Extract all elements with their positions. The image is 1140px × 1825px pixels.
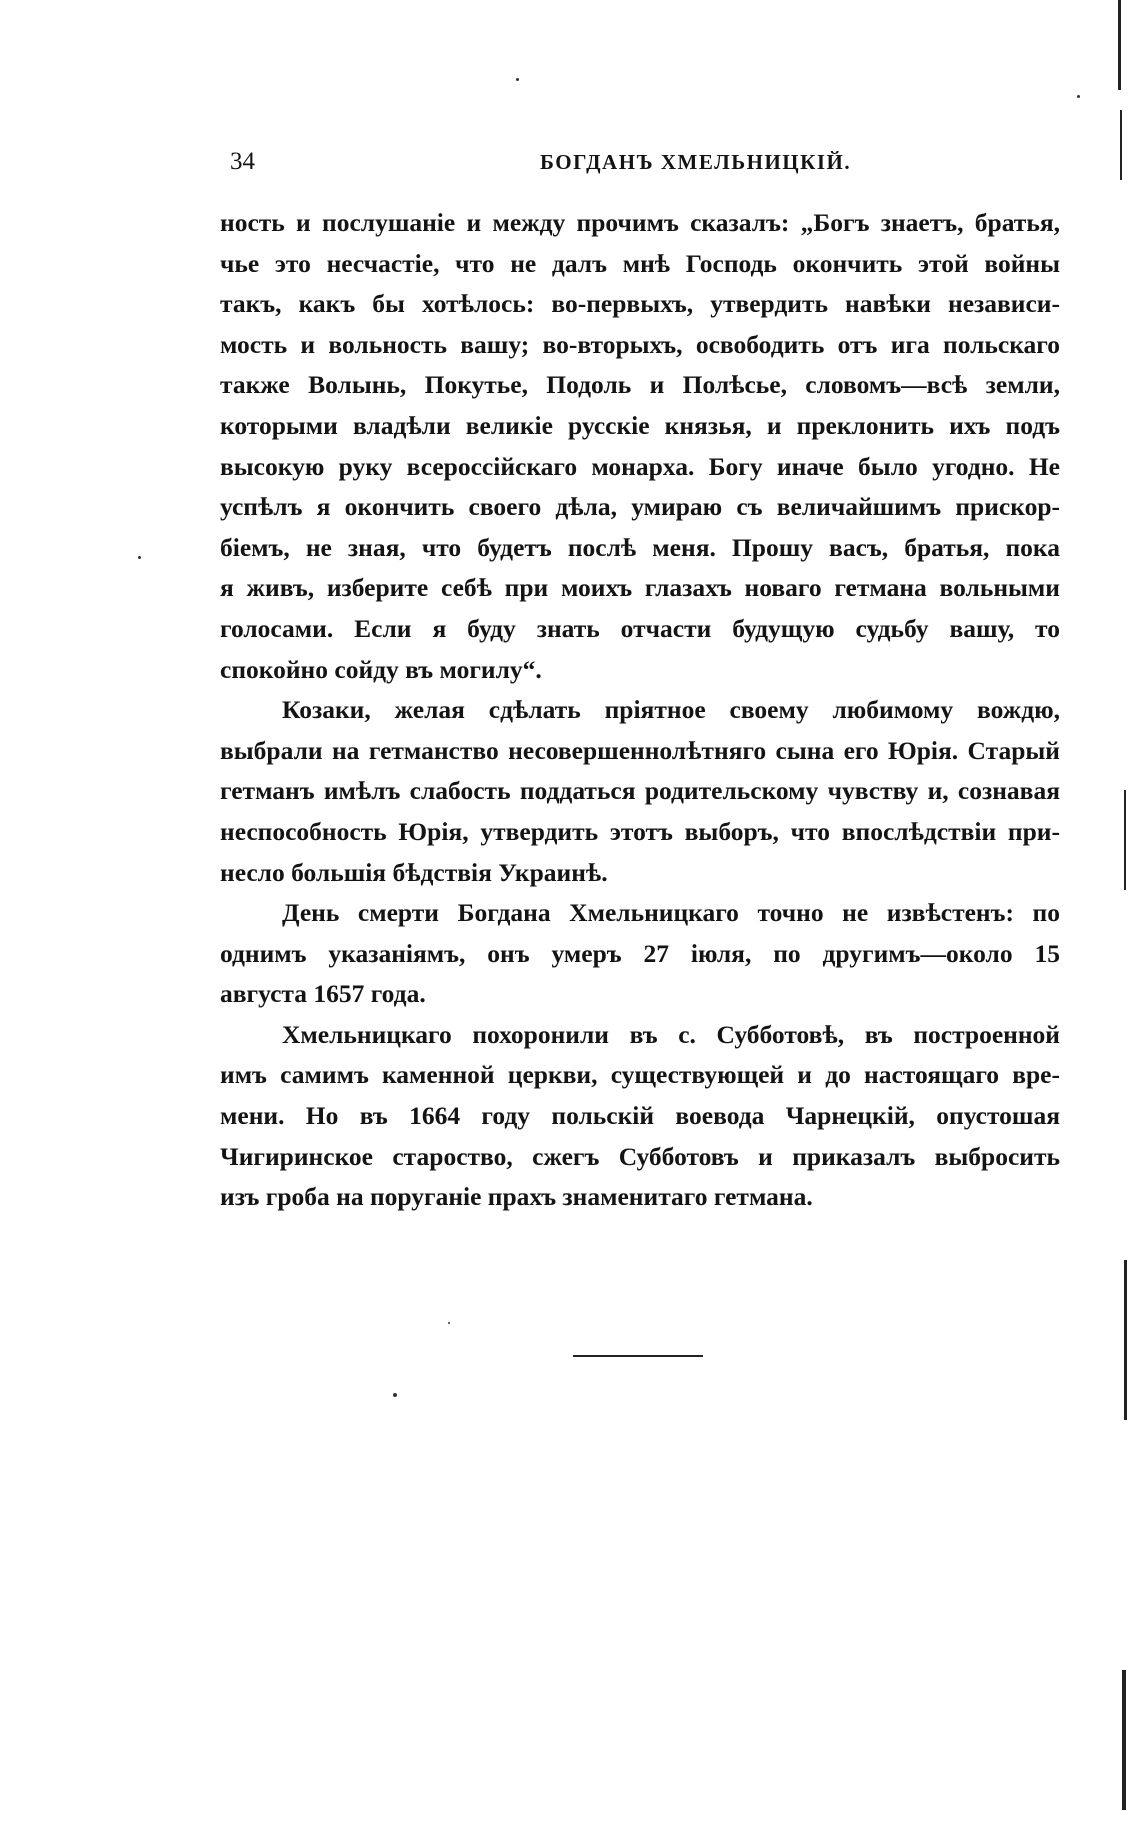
text-line: изъ гроба на поруганіе прахъ знаменитаго гетмана. (220, 1182, 813, 1212)
text-line: Хмельницкаго похоронили въ с. Субботовѣ, въ построенной (282, 1019, 1060, 1049)
paragraph-3 (220, 893, 1060, 1015)
text-line: мость и вольность вашу; во-вторыхъ, освободить отъ ига польскаго (220, 329, 1060, 359)
text-line: ность и послушаніе и между прочимъ сказалъ: „Богъ знаетъ, братья, (220, 208, 1060, 237)
running-title: БОГДАНЪ ХМЕЛЬНИЦКІЙ. (540, 150, 852, 174)
text-line: выбрали на гетманство несовершеннолѣтняго сына его Юрія. Старый (220, 735, 1060, 765)
paragraph-4 (220, 1015, 1060, 1218)
page-edge-mark (1118, 0, 1121, 90)
paragraph-1 (220, 203, 1060, 690)
text-line: высокую руку всероссійскаго монарха. Богу иначе было угодно. Не (220, 451, 1060, 481)
text-line: однимъ указаніямъ, онъ умеръ 27 іюля, по другимъ—около 15 (220, 938, 1060, 968)
page-edge-mark (1122, 1670, 1126, 1810)
text-line: неспособность Юрія, утвердить этотъ выборъ, что впослѣдствіи при- (220, 816, 1060, 846)
page-edge-mark (1124, 790, 1126, 890)
text-line: голосами. Если я буду знать отчасти будущую судьбу вашу, то (220, 613, 1060, 643)
text-line: мени. Но въ 1664 году польскій воевода Чарнецкій, опустошая (220, 1101, 1060, 1131)
text-line: имъ самимъ каменной церкви, существующей и до настоящаго вре- (220, 1060, 1060, 1090)
text-line: такъ, какъ бы хотѣлось: во-первыхъ, утвердить навѣки независи- (220, 289, 1060, 319)
text-line: День смерти Богдана Хмельницкаго точно не извѣстенъ: по (282, 898, 1060, 928)
text-line: спокойно сойду въ могилу“. (220, 654, 542, 684)
page-number: 34 (230, 148, 255, 175)
text-line: біемъ, не зная, что будетъ послѣ меня. Прошу васъ, братья, пока (220, 532, 1060, 562)
scan-speck (1077, 95, 1080, 98)
text-line: августа 1657 года. (220, 979, 426, 1009)
text-line: чье это несчастіе, что не далъ мнѣ Господь окончить этой войны (220, 248, 1060, 278)
text-line: я живъ, изберите себѣ при моихъ глазахъ новаго гетмана вольными (220, 573, 1060, 603)
text-line: несло большія бѣдствія Украинѣ. (220, 857, 608, 887)
end-rule (573, 1355, 703, 1357)
text-line: также Волынь, Покутье, Подоль и Полѣсье, словомъ—всѣ земли, (220, 370, 1060, 400)
body-text (220, 203, 1060, 1218)
scan-speck (138, 556, 141, 559)
page-edge-mark (1124, 1260, 1127, 1420)
paragraph-2 (220, 690, 1060, 893)
text-line: Козаки, желая сдѣлать пріятное своему любимому вождю, (282, 695, 1060, 725)
scan-speck (393, 1393, 397, 1397)
text-line: гетманъ имѣлъ слабость поддаться родительскому чувству и, сознавая (220, 776, 1060, 806)
text-line: которыми владѣли великіе русскіе князья, и преклонить ихъ подъ (220, 410, 1060, 440)
text-line: успѣлъ я окончить своего дѣла, умираю съ величайшимъ прискор- (220, 492, 1060, 522)
scan-speck (516, 78, 519, 81)
scan-speck (448, 1322, 450, 1324)
page-edge-mark (1120, 110, 1122, 180)
text-line: Чигиринское староство, сжегъ Субботовъ и приказалъ выбросить (220, 1141, 1060, 1171)
